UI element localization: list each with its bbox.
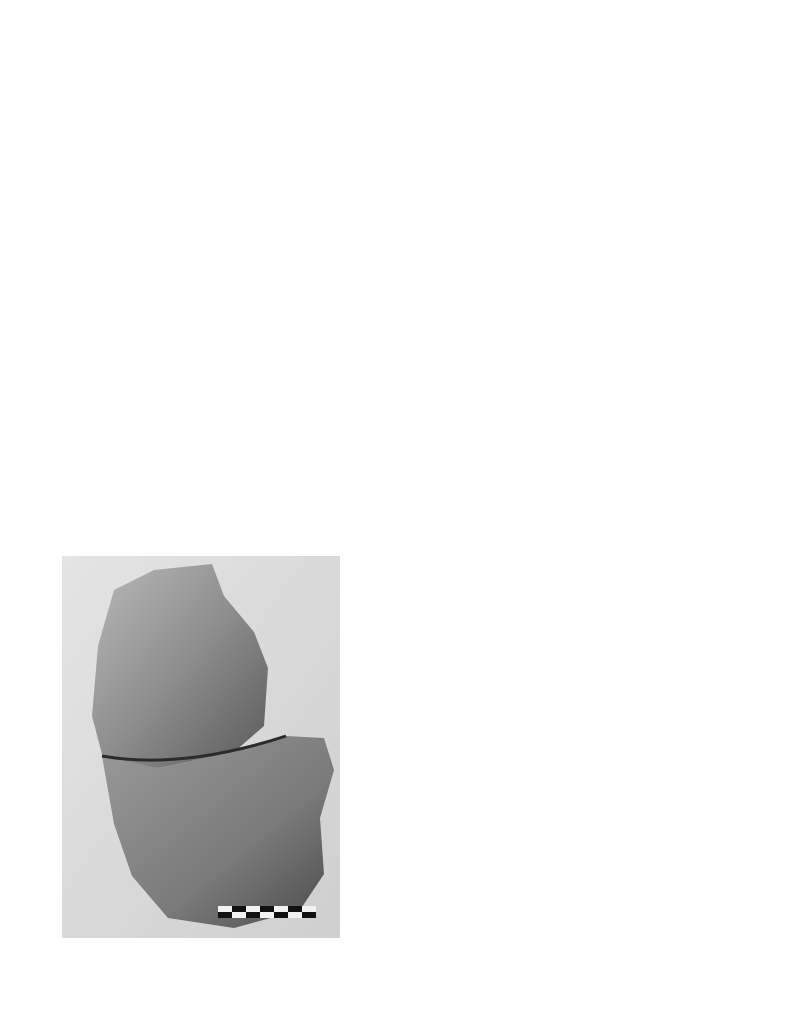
- inscription-photo: [62, 556, 340, 938]
- specs: [366, 530, 726, 536]
- marble-fragments-image: [62, 556, 340, 938]
- scale-bar: [218, 906, 316, 918]
